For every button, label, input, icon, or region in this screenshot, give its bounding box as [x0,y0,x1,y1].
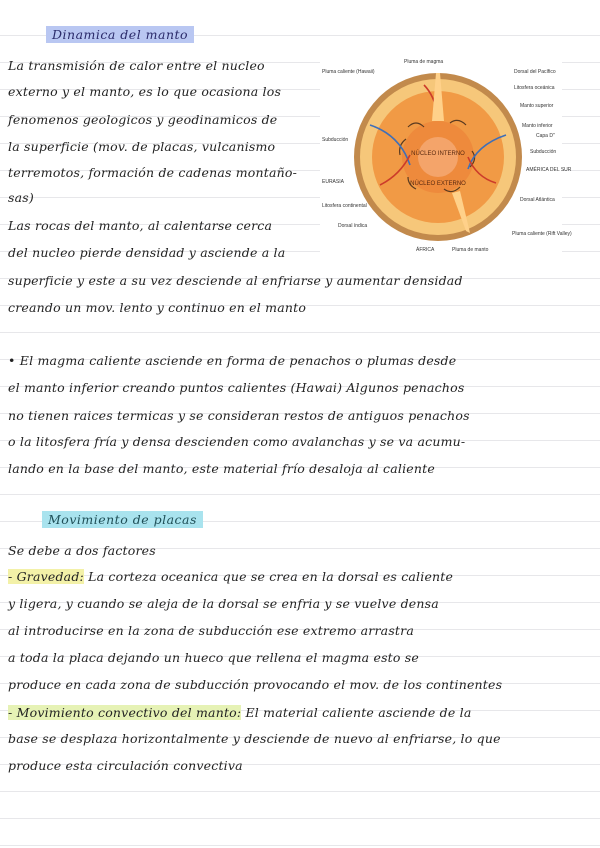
convectivo-text: El material caliente asciende de la [241,705,472,720]
label-dorsal-atlantica: Dorsal Atlántica [520,197,555,203]
label-pluma-rift: Pluma caliente (Rift Valley) [512,231,572,237]
text-line: al introducirse en la zona de subducción ese extremo arrastra [8,623,414,638]
label-subduccion-right: Subducción [530,149,557,155]
inner-core [418,137,458,177]
label-manto-inferior: Manto inferior [522,123,553,129]
text-line: del nucleo pierde densidad y asciende a la [8,245,286,260]
label-africa: ÁFRICA [416,247,435,253]
label-pluma-manto: Pluma de manto [452,247,489,253]
text-line: sas) [8,190,34,205]
text-line: y ligera, y cuando se aleja de la dorsal se enfria y se vuelve densa [8,596,439,611]
label-capa-d: Capa D" [536,133,555,139]
text-line: La transmisión de calor entre el nucleo [8,58,265,73]
text-line: a toda la placa dejando un hueco que rellena el magma esto se [8,650,420,665]
label-litosfera-continental: Litosfera continental [322,203,367,209]
gravedad-text: La corteza oceanica que se crea en la dorsal es caliente [83,569,454,584]
text-line-gravedad [8,569,453,584]
outer-core-label: NÚCLEO EXTERNO [410,181,466,187]
label-eurasia: EURASIA [322,179,344,185]
text-line: base se desplaza horizontalmente y desciende de nuevo al enfriarse, lo que [8,731,501,746]
label-dorsal-indica: Dorsal índica [338,223,368,229]
label-america-sur: AMÉRICA DEL SUR [526,167,572,173]
text-line: fenomenos geologicos y geodinamicos de [8,112,278,127]
text-line-convectivo [8,705,472,720]
label-subduccion-left: Subducción [322,137,349,143]
text-line: • El magma caliente asciende en forma de penachos o plumas desde [8,353,457,368]
mantle-convection-diagram [320,55,572,255]
text-line: Se debe a dos factores [8,543,156,558]
section-title-dinamica: Dinamica del manto [46,26,194,43]
label-pluma-hawaii: Pluma caliente (Hawaii) [322,69,375,75]
text-line: lando en la base del manto, este material frío desaloja al caliente [8,461,435,476]
text-line: o la litosfera fría y densa descienden como avalanchas y se va acumu- [8,434,466,449]
label-manto-superior: Manto superior [520,103,554,109]
text-line: produce en cada zona de subducción provocando el mov. de los continentes [8,677,503,692]
text-line: no tienen raices termicas y se consideran restos de antiguos penachos [8,408,470,423]
convectivo-label: - Movimiento convectivo del manto: [8,705,242,720]
inner-core-label: NÚCLEO INTERNO [411,151,465,157]
text-line: produce esta circulación convectiva [8,758,243,773]
text-line: creando un mov. lento y continuo en el manto [8,300,307,315]
text-line: la superficie (mov. de placas, vulcanismo [8,139,276,154]
text-line: terremotos, formación de cadenas montaño- [8,165,298,180]
text-line: el manto inferior creando puntos calientes (Hawai) Algunos penachos [8,380,465,395]
label-dorsal-pacifico: Dorsal del Pacífico [514,69,556,75]
gravedad-label: - Gravedad: [8,569,84,584]
section-title-movimiento: Movimiento de placas [42,511,203,528]
label-pluma-magma: Pluma de magma [404,59,444,65]
text-line: externo y el manto, es lo que ocasiona los [8,84,282,99]
text-line: Las rocas del manto, al calentarse cerca [8,218,273,233]
text-line: superficie y este a su vez desciende al enfriarse y aumentar densidad [8,273,463,288]
label-litosfera-oceanica: Litosfera oceánica [514,85,555,91]
earth-cross-section [320,55,572,255]
